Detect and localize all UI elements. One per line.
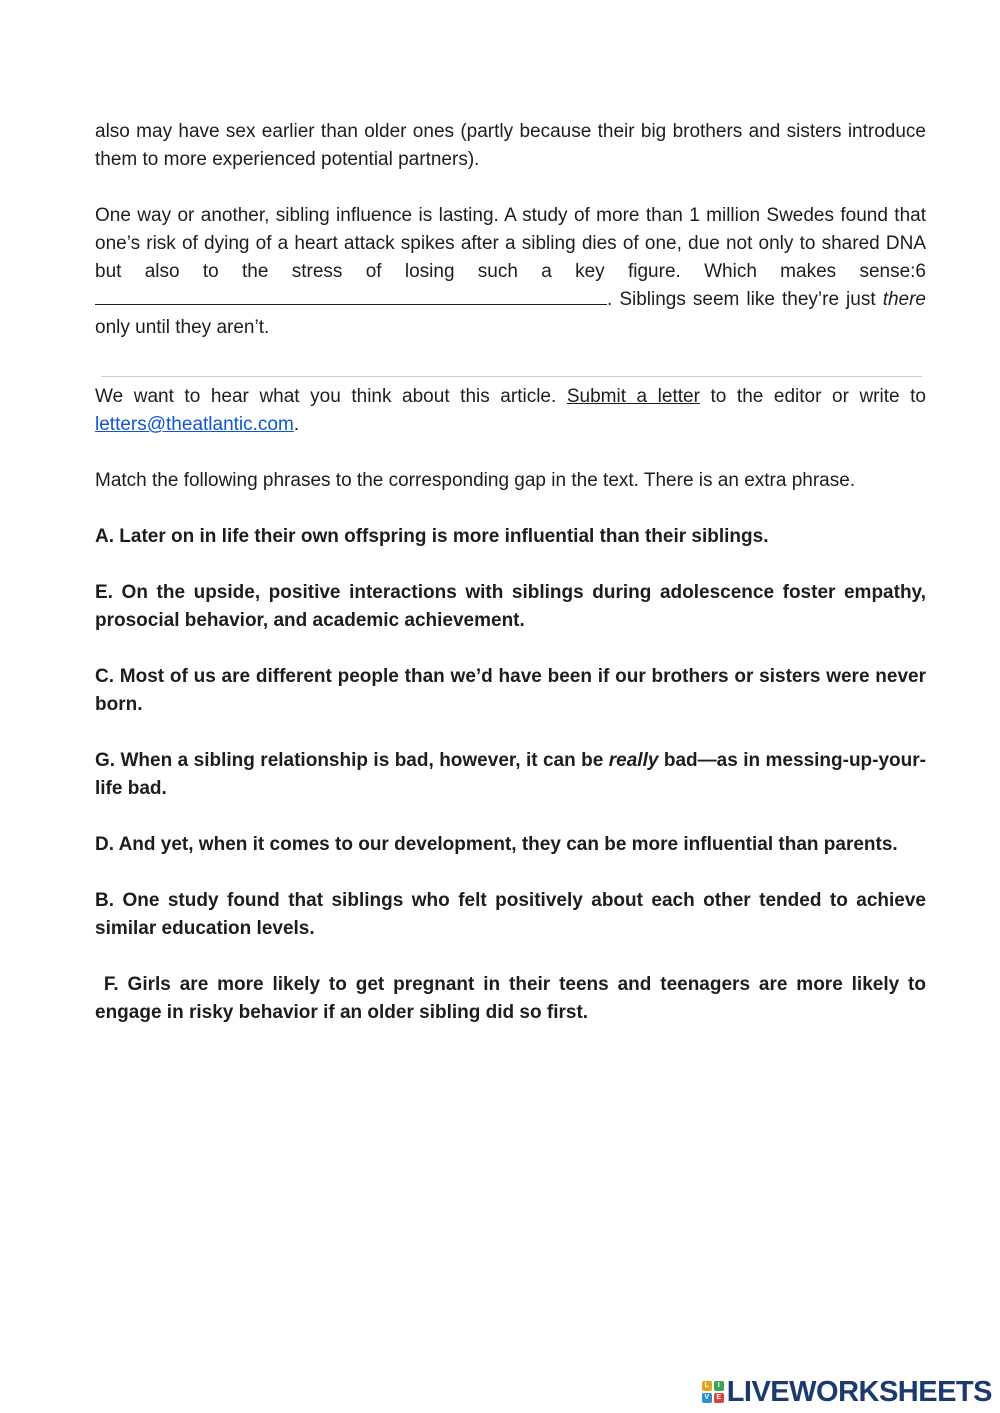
phrase-c: C. Most of us are different people than we’d have been if our brothers or sisters were never born.: [95, 666, 926, 715]
article-paragraph-1: also may have sex earlier than older ones (partly because their big brothers and sisters introduce them to more experienced potential partners).: [95, 121, 926, 170]
liveworksheets-logo-icon: [702, 1381, 724, 1403]
logo-tile-e: E: [714, 1393, 724, 1403]
logo-tile-i: I: [714, 1381, 724, 1391]
phrase-d: D. And yet, when it comes to our development, they can be more influential than parents.: [95, 834, 898, 855]
article-paragraph-2: [95, 202, 926, 342]
submit-letter-link[interactable]: Submit a letter: [566, 386, 700, 407]
feedback-intro: We want to hear what you think about this article.: [95, 386, 567, 407]
phrase-a: A. Later on in life their own offspring is more influential than their siblings.: [95, 526, 769, 547]
paragraph-2-end: only until they aren’t.: [95, 317, 270, 338]
liveworksheets-logo: [702, 1377, 992, 1407]
feedback-middle: to the editor or write to: [699, 386, 926, 407]
phrase-e: E. On the upside, positive interactions with siblings during adolescence foster empathy, prosocial behavior, and academic achievement.: [95, 582, 926, 631]
phrase-b: B. One study found that siblings who felt positively about each other tended to achieve similar education levels.: [95, 890, 926, 939]
phrase-f: F. Girls are more likely to get pregnant in their teens and teenagers are more likely to engage in risky behavior if an older sibling did so first.: [95, 974, 932, 1023]
logo-text: LIVEWORKSHEETS: [726, 1375, 992, 1408]
worksheet-page: [95, 118, 932, 1027]
logo-tile-v: V: [702, 1393, 712, 1403]
logo-tile-l: L: [702, 1381, 712, 1391]
phrase-g: [95, 747, 926, 803]
paragraph-2-italic-word: there: [882, 289, 926, 310]
feedback-paragraph: [95, 383, 926, 439]
section-divider: [101, 376, 922, 377]
instructions: Match the following phrases to the corresponding gap in the text. There is an extra phrase.: [95, 470, 856, 491]
phrase-list: [95, 523, 932, 1027]
phrase-g-italic: really: [608, 750, 659, 771]
paragraph-2-continuation: . Siblings seem like they’re just: [607, 289, 883, 310]
feedback-end: .: [293, 414, 300, 435]
paragraph-2-text: One way or another, sibling influence is lasting. A study of more than 1 million Swedes found that one’s risk of dying of a heart attack spikes after a sibling dies of one, due not only to shared DNA but also to the stress of losing such a key figure. Which makes sense:6: [95, 205, 926, 282]
email-link[interactable]: letters@theatlantic.com: [95, 414, 294, 435]
gap-6-answer-field[interactable]: [95, 286, 607, 305]
phrase-g-end: bad—as in messing-up-your-life bad.: [95, 750, 926, 799]
phrase-g-start: G. When a sibling relationship is bad, however, it can be: [95, 750, 609, 771]
